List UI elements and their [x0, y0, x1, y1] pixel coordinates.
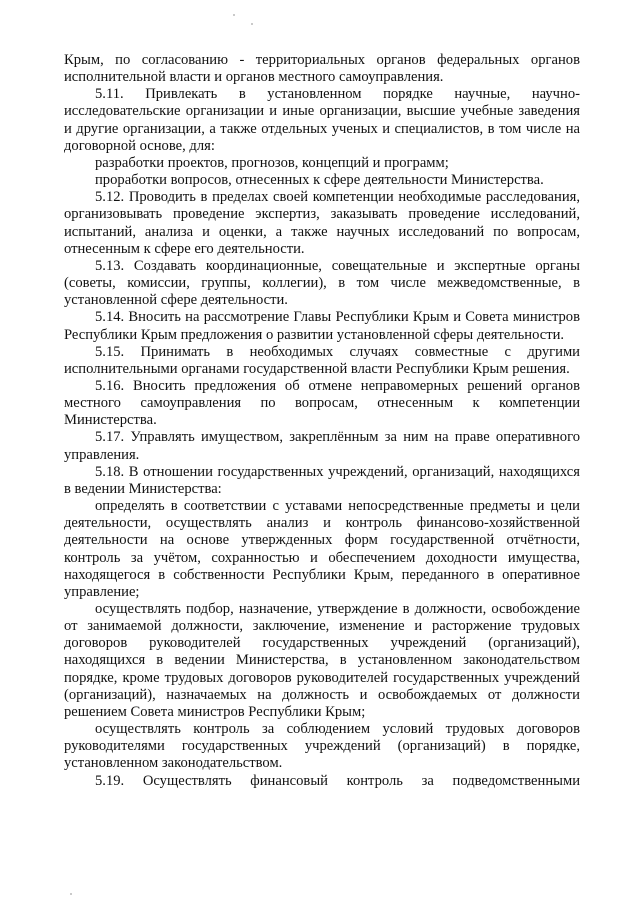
paragraph-5-18-item-selection: осуществлять подбор, назначение, утверждение в должности, освобождение от занимаемой должности, заключение, изменение и расторжение трудовых договоров руководителей государственных учреждений (организаций), находящихся в ведении Министерства, в установленном законодательством порядке, кроме трудовых договоров руководителей государственных учреждений (организаций), назначаемых на должность и освобождаемых от должности решением Совета министров Республики Крым;: [64, 601, 580, 720]
scan-speck: [70, 893, 72, 895]
paragraph-5-17: 5.17. Управлять имуществом, закреплённым за ним на праве оперативного управления.: [64, 429, 580, 463]
paragraph-5-11-item-questions: проработки вопросов, отнесенных к сфере деятельности Министерства.: [95, 172, 544, 189]
paragraph-5-18-item-control: осуществлять контроль за соблюдением условий трудовых договоров руководителями государственных учреждений (организаций) в порядке, установленном законодательством.: [64, 721, 580, 772]
paragraph-5-11: 5.11. Привлекать в установленном порядке научные, научно-исследовательские организации и иные организации, высшие учебные заведения и другие организации, а также отдельных ученых и специалистов, в том числе на договорной основе, для:: [64, 86, 580, 154]
scan-speck: [251, 23, 253, 25]
paragraph-5-15: 5.15. Принимать в необходимых случаях совместные с другими исполнительными органами государственной власти Республики Крым решения.: [64, 343, 580, 377]
paragraph-5-19: 5.19. Осуществлять финансовый контроль за подведомственными: [95, 772, 580, 789]
paragraph-5-14: 5.14. Вносить на рассмотрение Главы Республики Крым и Совета министров Республики Крым предложения о развитии установленной сферы деятельности.: [64, 309, 580, 343]
paragraph-5-18-item-define: определять в соответствии с уставами непосредственные предметы и цели деятельности, осуществлять анализ и контроль финансово-хозяйственной деятельности на основе утвержденных форм государственной отчётности, контроль за учётом, сохранностью и обеспечением доходности имущества, находящегося в собственности Республики Крым, переданного в оперативное управление;: [64, 498, 580, 600]
paragraph-5-11-item-projects: разработки проектов, прогнозов, концепций и программ;: [95, 154, 449, 171]
paragraph-5-13: 5.13. Создавать координационные, совещательные и экспертные органы (советы, комиссии, группы, коллегии), в том числе межведомственные, в установленной сфере деятельности.: [64, 257, 580, 309]
paragraph-5-16: 5.16. Вносить предложения об отмене неправомерных решений органов местного самоуправления по вопросам, отнесенным к компетенции Министерства.: [64, 377, 580, 429]
paragraph-5-12: 5.12. Проводить в пределах своей компетенции необходимые расследования, организовывать проведение экспертиз, заказывать проведение исследований, испытаний, анализа и оценки, а также научных исследований по вопросам, отнесенным к сфере его деятельности.: [64, 189, 580, 257]
paragraph-crimea-agreement: Крым, по согласованию - территориальных органов федеральных органов исполнительной власти и органов местного самоуправления.: [64, 52, 580, 86]
paragraph-5-18: 5.18. В отношении государственных учреждений, организаций, находящихся в ведении Министерства:: [64, 463, 580, 497]
scan-speck: [233, 14, 235, 16]
